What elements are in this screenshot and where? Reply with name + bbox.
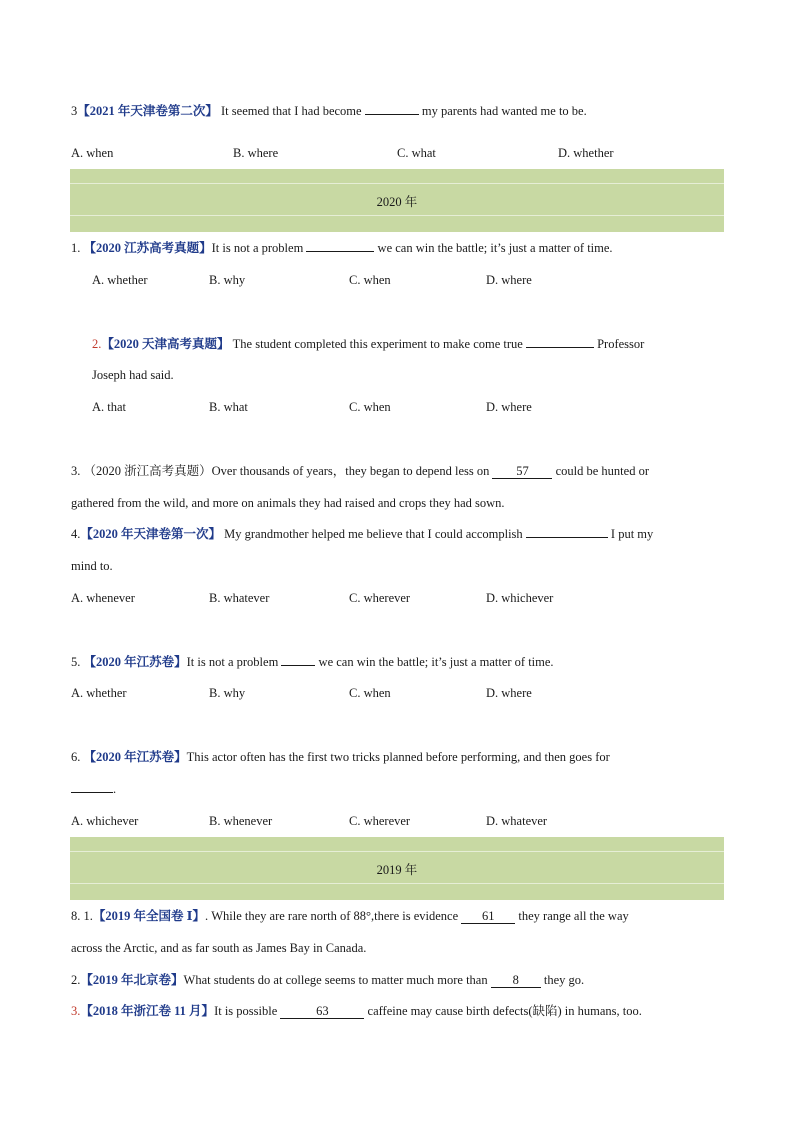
option-c: C. when bbox=[349, 686, 391, 700]
answer-blank bbox=[526, 347, 594, 348]
question-2020-5 bbox=[71, 654, 554, 670]
question-text-end: I put my bbox=[607, 527, 654, 541]
band-rule bbox=[70, 883, 724, 884]
question-source: 【2020 年天津卷第一次】 bbox=[80, 527, 222, 541]
question-text: It seemed that I had become bbox=[217, 104, 365, 118]
option-c: C. when bbox=[349, 400, 391, 414]
question-2019-2 bbox=[71, 972, 584, 988]
option-c: C. what bbox=[397, 146, 436, 160]
question-2020-3 bbox=[71, 463, 649, 479]
answer-blank bbox=[71, 792, 113, 793]
question-text: . While they are rare north of 88°,there is evidence bbox=[204, 909, 462, 923]
question-text: The student completed this experiment to make come true bbox=[229, 337, 526, 351]
question-continuation: gathered from the wild, and more on animals they had raised and crops they had sown. bbox=[71, 496, 505, 510]
question-text: Over thousands of years，they began to depend less on bbox=[211, 464, 493, 478]
question-number: 8. 1. bbox=[71, 909, 93, 923]
question-text-end: could be hunted or bbox=[552, 464, 649, 478]
option-d: D. whatever bbox=[486, 814, 548, 828]
question-continuation: across the Arctic, and as far south as James Bay in Canada. bbox=[71, 941, 367, 955]
answer-blank: 63 bbox=[280, 1004, 364, 1019]
question-text: My grandmother helped me believe that I could accomplish bbox=[221, 527, 526, 541]
question-text-end: they go. bbox=[540, 973, 585, 987]
answer-blank bbox=[281, 665, 315, 666]
question-number: 2. bbox=[71, 973, 81, 987]
question-source: 【2019 年北京卷】 bbox=[80, 973, 184, 987]
question-number: 2. bbox=[92, 337, 102, 351]
section-title: 2019 年 bbox=[376, 863, 418, 877]
answer-blank bbox=[526, 537, 608, 538]
option-d: D. where bbox=[486, 400, 532, 414]
option-a: A. whenever bbox=[71, 591, 135, 605]
question-text: It is possible bbox=[214, 1004, 281, 1018]
answer-blank bbox=[365, 114, 419, 115]
option-b: B. why bbox=[209, 686, 246, 700]
option-c: C. wherever bbox=[349, 591, 411, 605]
option-d: D. whether bbox=[558, 146, 614, 160]
section-title: 2020 年 bbox=[376, 195, 418, 209]
option-a: A. whether bbox=[92, 273, 148, 287]
option-b: B. where bbox=[233, 146, 279, 160]
option-d: D. whichever bbox=[486, 591, 554, 605]
answer-blank bbox=[306, 251, 374, 252]
answer-blank: 8 bbox=[491, 973, 541, 988]
question-text: It is not a problem bbox=[211, 241, 307, 255]
question-source: 【2020 年江苏卷】 bbox=[83, 655, 187, 669]
question-source: （2020 浙江高考真题） bbox=[83, 464, 212, 478]
band-rule bbox=[70, 183, 724, 184]
question-2019-1 bbox=[71, 908, 629, 924]
band-rule bbox=[70, 851, 724, 852]
question-2020-4 bbox=[71, 526, 653, 542]
question-text: It is not a problem bbox=[186, 655, 282, 669]
question-source: 【2021 年天津卷第二次】 bbox=[77, 104, 218, 118]
question-number: 4. bbox=[71, 527, 81, 541]
question-text-end: we can win the battle; it’s just a matter of time. bbox=[374, 241, 613, 255]
section-header-2020 bbox=[70, 169, 724, 232]
question-text-end: my parents had wanted me to be. bbox=[418, 104, 587, 118]
question-source: 【2018 年浙江卷 11 月】 bbox=[80, 1004, 215, 1018]
question-text: What students do at college seems to matter much more than bbox=[183, 973, 491, 987]
section-header-2019 bbox=[70, 837, 724, 900]
question-2020-6 bbox=[71, 749, 610, 765]
question-text-end: . bbox=[113, 782, 117, 796]
option-c: C. when bbox=[349, 273, 391, 287]
question-source: 【2019 年全国卷 Ⅰ】 bbox=[92, 909, 205, 923]
question-source: 【2020 江苏高考真题】 bbox=[83, 241, 212, 255]
question-number: 3. bbox=[71, 464, 84, 478]
question-number: 3. bbox=[71, 1004, 81, 1018]
question-source: 【2020 年江苏卷】 bbox=[83, 750, 187, 764]
option-a: A. whether bbox=[71, 686, 127, 700]
band-rule bbox=[70, 215, 724, 216]
option-a: A. whichever bbox=[71, 814, 139, 828]
option-c: C. wherever bbox=[349, 814, 411, 828]
answer-blank: 61 bbox=[461, 909, 515, 924]
question-2020-2 bbox=[92, 336, 644, 352]
question-continuation bbox=[71, 781, 116, 797]
question-continuation: mind to. bbox=[71, 559, 113, 573]
option-a: A. that bbox=[92, 400, 127, 414]
option-b: B. why bbox=[209, 273, 246, 287]
question-2018-3 bbox=[71, 1003, 642, 1019]
option-b: B. whatever bbox=[209, 591, 270, 605]
question-continuation: Joseph had said. bbox=[92, 368, 174, 382]
question-number: 5. bbox=[71, 655, 84, 669]
question-text-end: they range all the way bbox=[515, 909, 629, 923]
option-b: B. whenever bbox=[209, 814, 273, 828]
question-2020-1 bbox=[71, 240, 613, 256]
question-text-end: Professor bbox=[593, 337, 645, 351]
question-number: 1. bbox=[71, 241, 84, 255]
question-text: This actor often has the first two tricks planned before performing, and then goes for bbox=[186, 750, 610, 764]
question-2021-3 bbox=[71, 103, 587, 119]
question-text-end: caffeine may cause birth defects(缺陷) in humans, too. bbox=[364, 1004, 642, 1018]
option-b: B. what bbox=[209, 400, 248, 414]
question-text-end: we can win the battle; it’s just a matter of time. bbox=[315, 655, 554, 669]
option-d: D. where bbox=[486, 273, 532, 287]
option-d: D. where bbox=[486, 686, 532, 700]
question-number: 3 bbox=[71, 104, 78, 118]
question-source: 【2020 天津高考真题】 bbox=[101, 337, 230, 351]
option-a: A. when bbox=[71, 146, 114, 160]
question-number: 6. bbox=[71, 750, 84, 764]
answer-blank: 57 bbox=[492, 464, 552, 479]
